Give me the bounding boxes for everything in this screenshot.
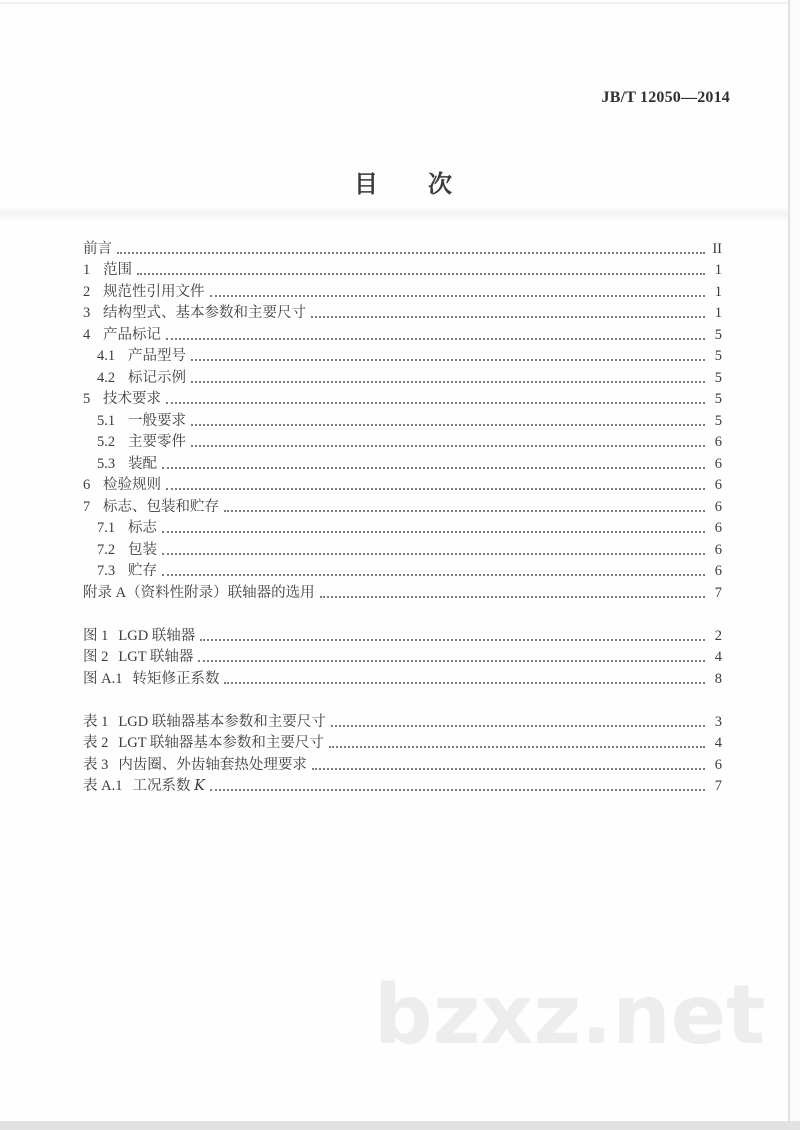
toc-entry-number: 4.1	[97, 348, 116, 364]
toc-entry	[83, 322, 722, 344]
toc-entry-page-number: 5	[714, 391, 722, 407]
toc-leader-dots	[191, 445, 705, 447]
toc-entry-page-number: 7	[714, 778, 722, 794]
toc-entry-label: 前言	[83, 240, 112, 257]
toc-entry-page-number: 1	[714, 262, 722, 278]
toc-entry-page-number: 5	[714, 369, 722, 386]
toc-leader-dots	[166, 338, 705, 340]
toc-entry	[83, 516, 722, 538]
toc-entry-label: 检验规则	[103, 477, 161, 493]
toc-leader-dots	[224, 682, 705, 684]
toc-entry-number: 表 A.1	[83, 778, 123, 794]
toc-entry	[83, 473, 722, 495]
toc-entry-page-number: 5	[714, 412, 722, 429]
toc-entry	[83, 709, 722, 731]
toc-entry-number: 5.1	[97, 412, 116, 429]
page-title: 目次	[354, 172, 502, 198]
toc-leader-dots	[162, 553, 705, 555]
toc-leader-dots	[137, 273, 705, 275]
toc-entry	[83, 731, 722, 753]
toc-entry-label: 产品标记	[103, 326, 161, 343]
toc-entry-page-number: 6	[714, 455, 722, 472]
toc-entry-label: 标记示例	[128, 369, 186, 386]
toc-leader-dots	[329, 746, 705, 748]
toc-entry-label: 装配	[128, 455, 157, 472]
toc-leader-dots	[166, 402, 705, 404]
toc-entry-number: 表 2	[83, 735, 109, 751]
toc-entry	[83, 387, 722, 409]
toc-leader-dots	[198, 660, 705, 662]
toc-entry-label: 规范性引用文件	[103, 283, 205, 300]
toc-entry-number: 5	[83, 391, 91, 407]
toc-entry	[83, 774, 722, 796]
toc-entry-page-number: 1	[714, 283, 722, 300]
toc-entry-label: LGD 联轴器基本参数和主要尺寸	[118, 713, 326, 730]
toc-entry-label: 技术要求	[103, 391, 161, 407]
toc-entry	[83, 559, 722, 581]
table-of-contents	[83, 236, 722, 795]
toc-entry-number: 2	[83, 283, 91, 300]
toc-entry-number: 表 1	[83, 713, 109, 730]
toc-entry-number: 7.2	[97, 541, 116, 558]
toc-entry	[83, 580, 722, 602]
toc-entry-page-number: 6	[714, 520, 722, 536]
toc-entry-page-number: 4	[714, 735, 722, 751]
toc-entry-label: LGT 联轴器	[118, 649, 194, 665]
toc-entry-label: 主要零件	[128, 434, 186, 450]
toc-entry-number: 7	[83, 498, 91, 515]
toc-entry-number: 4	[83, 326, 91, 343]
toc-leader-dots	[162, 467, 705, 469]
toc-entry-label: 一般要求	[128, 412, 186, 429]
toc-entry-label: 结构型式、基本参数和主要尺寸	[103, 305, 306, 321]
toc-leader-dots	[162, 574, 705, 576]
toc-entry-label: 包装	[128, 541, 157, 558]
page-right-margin	[790, 0, 800, 1121]
toc-entry	[83, 623, 722, 645]
toc-entry	[83, 752, 722, 774]
toc-entry	[83, 279, 722, 301]
toc-leader-dots	[166, 488, 705, 490]
toc-entry-label: 内齿圈、外齿轴套热处理要求	[118, 756, 307, 773]
toc-entry-number: 6	[83, 477, 91, 493]
toc-entry-label-italic: K	[194, 778, 205, 794]
toc-leader-dots	[162, 531, 705, 533]
toc-entry-label: 产品型号	[128, 348, 186, 364]
toc-entry-page-number: 6	[714, 563, 722, 579]
toc-entry	[83, 537, 722, 559]
toc-entry-number: 7.1	[97, 520, 116, 536]
toc-entry	[83, 430, 722, 452]
toc-entry-page-number: 5	[714, 326, 722, 343]
toc-entry-page-number: 6	[714, 498, 722, 515]
toc-entry-label: 转矩修正系数	[132, 670, 220, 687]
toc-entry-label: 标志	[128, 520, 157, 536]
toc-entry	[83, 301, 722, 323]
toc-entry-page-number: 6	[714, 434, 722, 450]
toc-entry-number: 表 3	[83, 756, 109, 773]
toc-entry-label: LGT 联轴器基本参数和主要尺寸	[118, 735, 324, 751]
page-right-edge-line	[788, 0, 790, 1121]
toc-entry	[83, 494, 722, 516]
toc-entry-number: 5.2	[97, 434, 116, 450]
toc-entry-number: 5.3	[97, 455, 116, 472]
toc-entry-number: 图 A.1	[83, 670, 123, 687]
toc-entry-page-number: 6	[714, 756, 722, 773]
toc-leader-dots	[311, 316, 705, 318]
watermark-text: bzxz.net	[374, 968, 766, 1063]
toc-leader-dots	[191, 381, 705, 383]
toc-entry-page-number: 1	[714, 305, 722, 321]
toc-entry-page-number: 3	[714, 713, 722, 730]
toc-entry-label: LGD 联轴器	[118, 627, 196, 644]
toc-entry	[83, 408, 722, 430]
toc-entry-number: 图 2	[83, 649, 109, 665]
toc-entry-page-number: 7	[714, 584, 722, 601]
toc-leader-dots	[331, 725, 705, 727]
toc-entry-label: 附录 A（资料性附录）联轴器的选用	[83, 584, 315, 601]
toc-entry-number: 3	[83, 305, 91, 321]
toc-section-list	[83, 236, 722, 602]
toc-entry-page-number: 2	[714, 627, 722, 644]
toc-leader-dots	[191, 424, 705, 426]
toc-entry-label: 贮存	[128, 563, 157, 579]
toc-leader-dots	[210, 789, 705, 791]
scan-artifact-band	[0, 206, 800, 222]
toc-entry-page-number: 8	[714, 670, 722, 687]
toc-leader-dots	[210, 295, 706, 297]
toc-entry-number: 1	[83, 262, 91, 278]
toc-entry	[83, 666, 722, 688]
toc-entry-label: 范围	[103, 262, 132, 278]
toc-leader-dots	[224, 510, 705, 512]
toc-entry-page-number: II	[712, 240, 722, 257]
toc-entry	[83, 365, 722, 387]
toc-entry	[83, 451, 722, 473]
toc-entry-label: 工况系数 K	[132, 778, 205, 794]
toc-entry-number: 图 1	[83, 627, 109, 644]
toc-leader-dots	[312, 768, 705, 770]
toc-entry-page-number: 6	[714, 477, 722, 493]
toc-leader-dots	[200, 639, 705, 641]
toc-entry-number: 4.2	[97, 369, 116, 386]
toc-table-list	[83, 709, 722, 795]
toc-entry-page-number: 5	[714, 348, 722, 364]
toc-entry	[83, 236, 722, 258]
toc-figure-list	[83, 623, 722, 688]
scan-top-edge-line	[0, 2, 800, 4]
toc-entry-page-number: 6	[714, 541, 722, 558]
toc-entry	[83, 645, 722, 667]
toc-entry	[83, 344, 722, 366]
page-bottom-edge-band	[0, 1121, 800, 1130]
toc-leader-dots	[191, 359, 705, 361]
toc-entry-number: 7.3	[97, 563, 116, 579]
toc-leader-dots	[117, 252, 705, 254]
toc-entry	[83, 258, 722, 280]
standard-number-header: JB/T 12050—2014	[601, 89, 730, 106]
toc-entry-label: 标志、包装和贮存	[103, 498, 219, 515]
toc-leader-dots	[320, 596, 705, 598]
toc-entry-page-number: 4	[714, 649, 722, 665]
